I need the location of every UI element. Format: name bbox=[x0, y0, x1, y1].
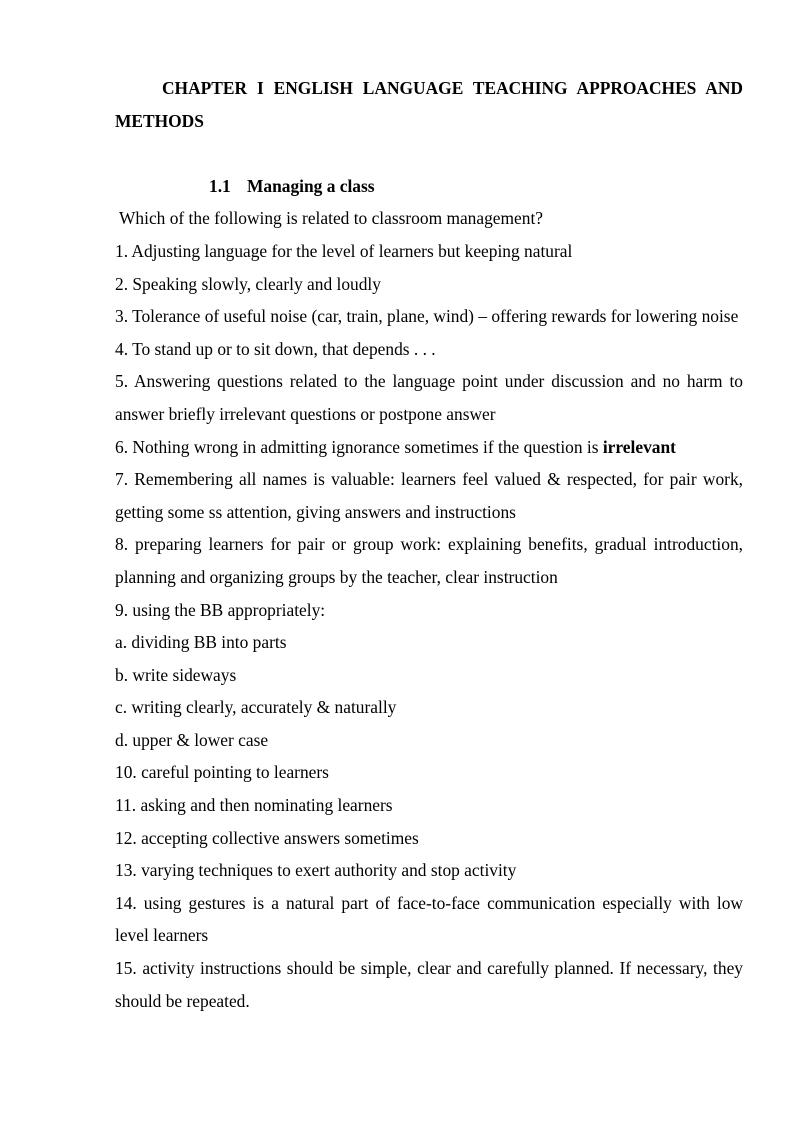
chapter-title: CHAPTER I ENGLISH LANGUAGE TEACHING APPROACHES AND METHODS bbox=[115, 78, 743, 131]
list-item-text: 6. Nothing wrong in admitting ignorance sometimes if the question is bbox=[115, 436, 603, 457]
section-number: 1.1 bbox=[209, 175, 231, 196]
list-item: 2. Speaking slowly, clearly and loudly bbox=[115, 273, 381, 294]
list-item: 8. preparing learners for pair or group work: explaining benefits, gradual introduction, planning and organizing groups by the teacher, clear instruction bbox=[115, 534, 743, 587]
list-item: 3. Tolerance of useful noise (car, train, plane, wind) – offering rewards for lowering noise bbox=[115, 306, 739, 327]
list-item: 7. Remembering all names is valuable: learners feel valued & respected, for pair work, getting some ss attention, giving answers and instructions bbox=[115, 469, 743, 522]
spacer bbox=[115, 137, 743, 170]
list-item: c. writing clearly, accurately & naturally bbox=[115, 697, 397, 718]
section-heading bbox=[115, 170, 743, 203]
list-item: 11. asking and then nominating learners bbox=[115, 795, 393, 816]
list-item bbox=[115, 431, 743, 464]
list-item: 9. using the BB appropriately: bbox=[115, 599, 326, 620]
list-item: 1. Adjusting language for the level of learners but keeping natural bbox=[115, 240, 573, 261]
list-item: a. dividing BB into parts bbox=[115, 632, 287, 653]
list-item: 15. activity instructions should be simple, clear and carefully planned. If necessary, they should be repeated. bbox=[115, 958, 743, 1011]
list-item: 10. careful pointing to learners bbox=[115, 762, 329, 783]
list-item: 4. To stand up or to sit down, that depends . . . bbox=[115, 338, 436, 359]
question-text: Which of the following is related to classroom management? bbox=[119, 208, 544, 229]
list-item: b. write sideways bbox=[115, 664, 237, 685]
list-item: 12. accepting collective answers sometimes bbox=[115, 827, 419, 848]
list-item: d. upper & lower case bbox=[115, 729, 269, 750]
list-item: 14. using gestures is a natural part of face-to-face communication especially with low level learners bbox=[115, 892, 743, 946]
list-item: 5. Answering questions related to the language point under discussion and no harm to answer briefly irrelevant questions or postpone answer bbox=[115, 371, 743, 424]
section-title: Managing a class bbox=[247, 175, 375, 196]
document-page bbox=[115, 72, 743, 1017]
list-item: 13. varying techniques to exert authority and stop activity bbox=[115, 860, 517, 881]
emphasis-text: irrelevant bbox=[602, 436, 676, 457]
